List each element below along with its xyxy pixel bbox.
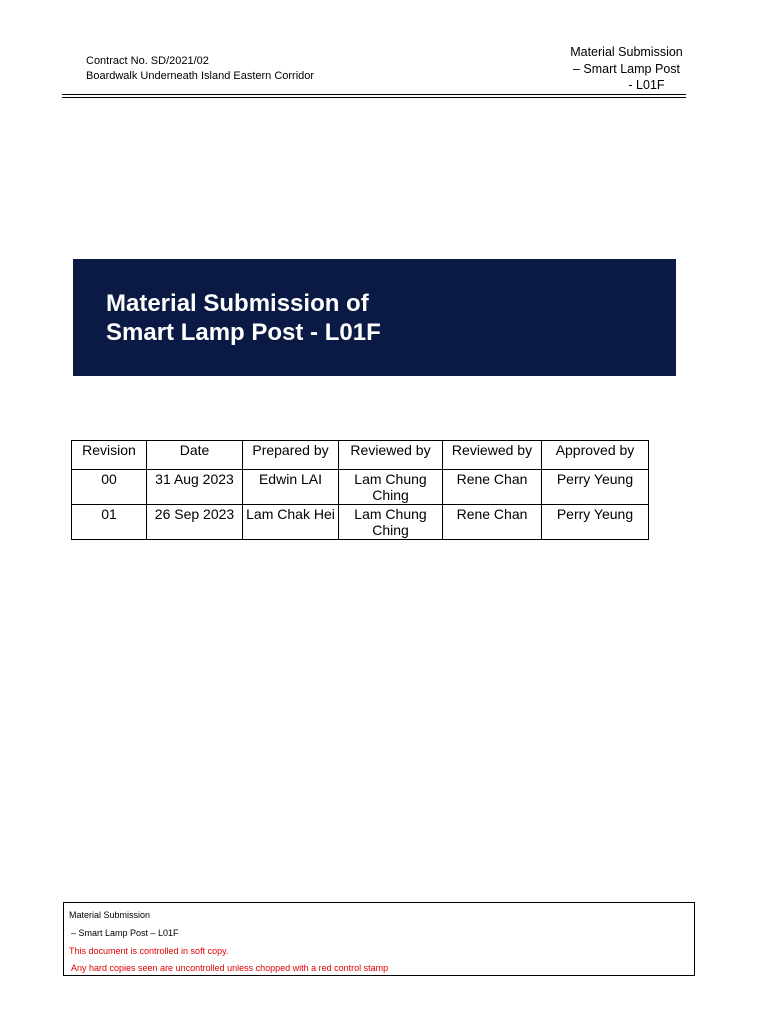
contract-number: Contract No. SD/2021/02 <box>86 55 209 67</box>
cell-prepared-by: Lam Chak Hei <box>243 505 339 540</box>
cell-revision: 00 <box>72 470 147 505</box>
column-header-reviewed-by-2: Reviewed by <box>443 441 542 470</box>
project-name: Boardwalk Underneath Island Eastern Corridor <box>86 70 315 82</box>
column-header-approved-by: Approved by <box>542 441 649 470</box>
column-header-reviewed-by-1: Reviewed by <box>339 441 443 470</box>
header-divider <box>62 94 686 98</box>
footer-hard-copy-notice: Any hard copies seen are uncontrolled unless chopped with a red control stamp <box>71 963 389 973</box>
footer-title-line-2: – Smart Lamp Post – L01F <box>71 928 179 938</box>
header-document-title <box>560 44 693 94</box>
title-banner <box>73 259 676 376</box>
cell-approved-by: Perry Yeung <box>542 505 649 540</box>
document-title-line-2: Smart Lamp Post - L01F <box>106 319 381 346</box>
document-title <box>106 289 381 347</box>
footer-box <box>63 902 695 976</box>
column-header-prepared-by: Prepared by <box>243 441 339 470</box>
header-title-line-1: Material Submission <box>570 45 683 59</box>
header-title-line-2: – Smart Lamp Post <box>573 61 680 76</box>
revision-table <box>71 440 649 540</box>
column-header-date: Date <box>147 441 243 470</box>
footer-title-line-1: Material Submission <box>69 910 151 920</box>
cell-prepared-by: Edwin LAI <box>243 470 339 505</box>
table-row <box>72 505 649 540</box>
footer-control-notice: This document is controlled in soft copy. <box>69 946 229 956</box>
cell-reviewed-by-2: Rene Chan <box>443 470 542 505</box>
cell-date: 31 Aug 2023 <box>147 470 243 505</box>
cell-reviewed-by-1: Lam Chung Ching <box>339 470 443 505</box>
header-title-line-3: - L01F <box>628 78 665 92</box>
table-header-row <box>72 441 649 470</box>
cell-approved-by: Perry Yeung <box>542 470 649 505</box>
cell-revision: 01 <box>72 505 147 540</box>
cell-reviewed-by-2: Rene Chan <box>443 505 542 540</box>
table-row <box>72 470 649 505</box>
cell-date: 26 Sep 2023 <box>147 505 243 540</box>
document-title-line-1: Material Submission of <box>106 290 369 317</box>
cell-reviewed-by-1: Lam Chung Ching <box>339 505 443 540</box>
header-contract-info <box>86 54 314 84</box>
column-header-revision: Revision <box>72 441 147 470</box>
